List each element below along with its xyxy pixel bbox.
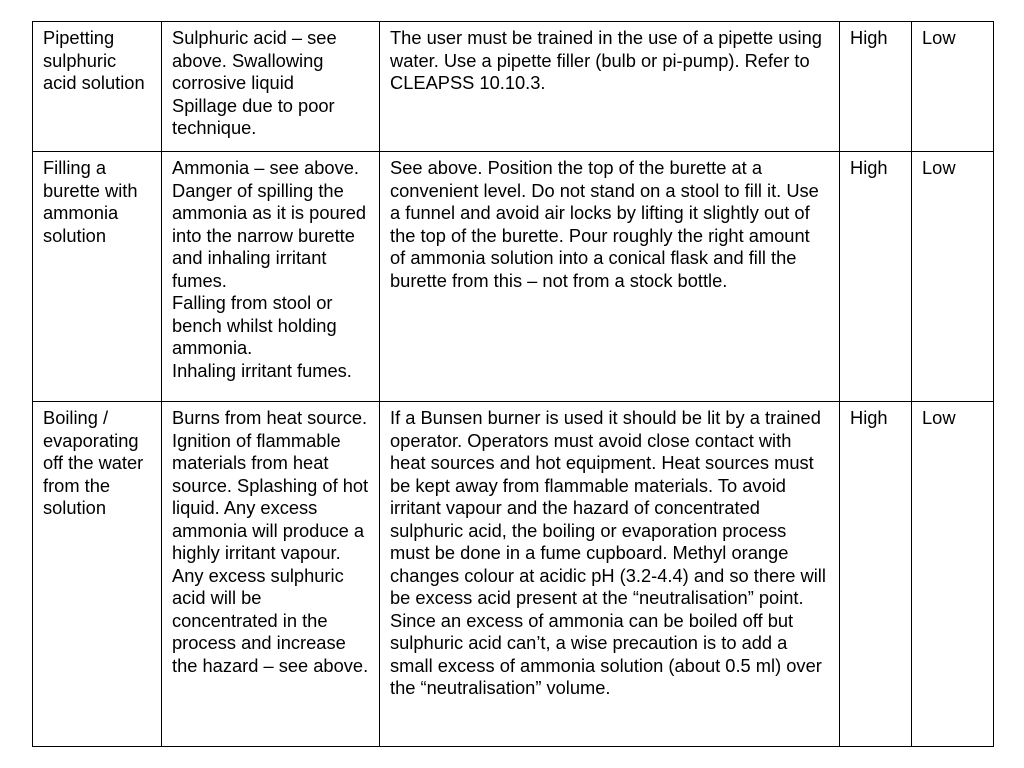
risk-after-cell: Low bbox=[912, 152, 994, 402]
risk-before-cell: High bbox=[840, 22, 912, 152]
hazard-cell: Sulphuric acid – see above. Swallowing corrosive liquid Spillage due to poor technique. bbox=[162, 22, 380, 152]
risk-before-cell: High bbox=[840, 152, 912, 402]
risk-before-cell: High bbox=[840, 402, 912, 747]
activity-cell: Filling a burette with ammonia solution bbox=[33, 152, 162, 402]
activity-cell: Boiling / evaporating off the water from the solution bbox=[33, 402, 162, 747]
control-measures-cell: See above. Position the top of the burette at a convenient level. Do not stand on a stool to fill it. Use a funnel and avoid air locks by lifting it slightly out of the top of the burette. Pour roughly the right amount of ammonia solution into a conical flask and fill the burette from this – not from a stock bottle. bbox=[380, 152, 840, 402]
risk-after-cell: Low bbox=[912, 22, 994, 152]
hazard-cell: Burns from heat source. Ignition of flammable materials from heat source. Splashing of hot liquid. Any excess ammonia will produce a highly irritant vapour. Any excess sulphuric acid will be concentrated in the process and increase the hazard – see above. bbox=[162, 402, 380, 747]
risk-assessment-table bbox=[32, 21, 994, 747]
control-measures-cell: The user must be trained in the use of a pipette using water. Use a pipette filler (bulb or pi-pump). Refer to CLEAPSS 10.10.3. bbox=[380, 22, 840, 152]
control-measures-cell: If a Bunsen burner is used it should be lit by a trained operator. Operators must avoid close contact with heat sources and hot equipment. Heat sources must be kept away from flammable materials. To avoid irritant vapour and the hazard of concentrated sulphuric acid, the boiling or evaporation process must be done in a fume cupboard. Methyl orange changes colour at acidic pH (3.2-4.4) and so there will be excess acid present at the “neutralisation” point. Since an excess of ammonia can be boiled off but sulphuric acid can’t, a wise precaution is to add a small excess of ammonia solution (about 0.5 ml) over the “neutralisation” volume. bbox=[380, 402, 840, 747]
activity-cell: Pipetting sulphuric acid solution bbox=[33, 22, 162, 152]
table-row bbox=[33, 402, 994, 747]
table-row bbox=[33, 152, 994, 402]
risk-after-cell: Low bbox=[912, 402, 994, 747]
table-row bbox=[33, 22, 994, 152]
hazard-cell: Ammonia – see above. Danger of spilling the ammonia as it is poured into the narrow burette and inhaling irritant fumes. Falling from stool or bench whilst holding ammonia. Inhaling irritant fumes. bbox=[162, 152, 380, 402]
